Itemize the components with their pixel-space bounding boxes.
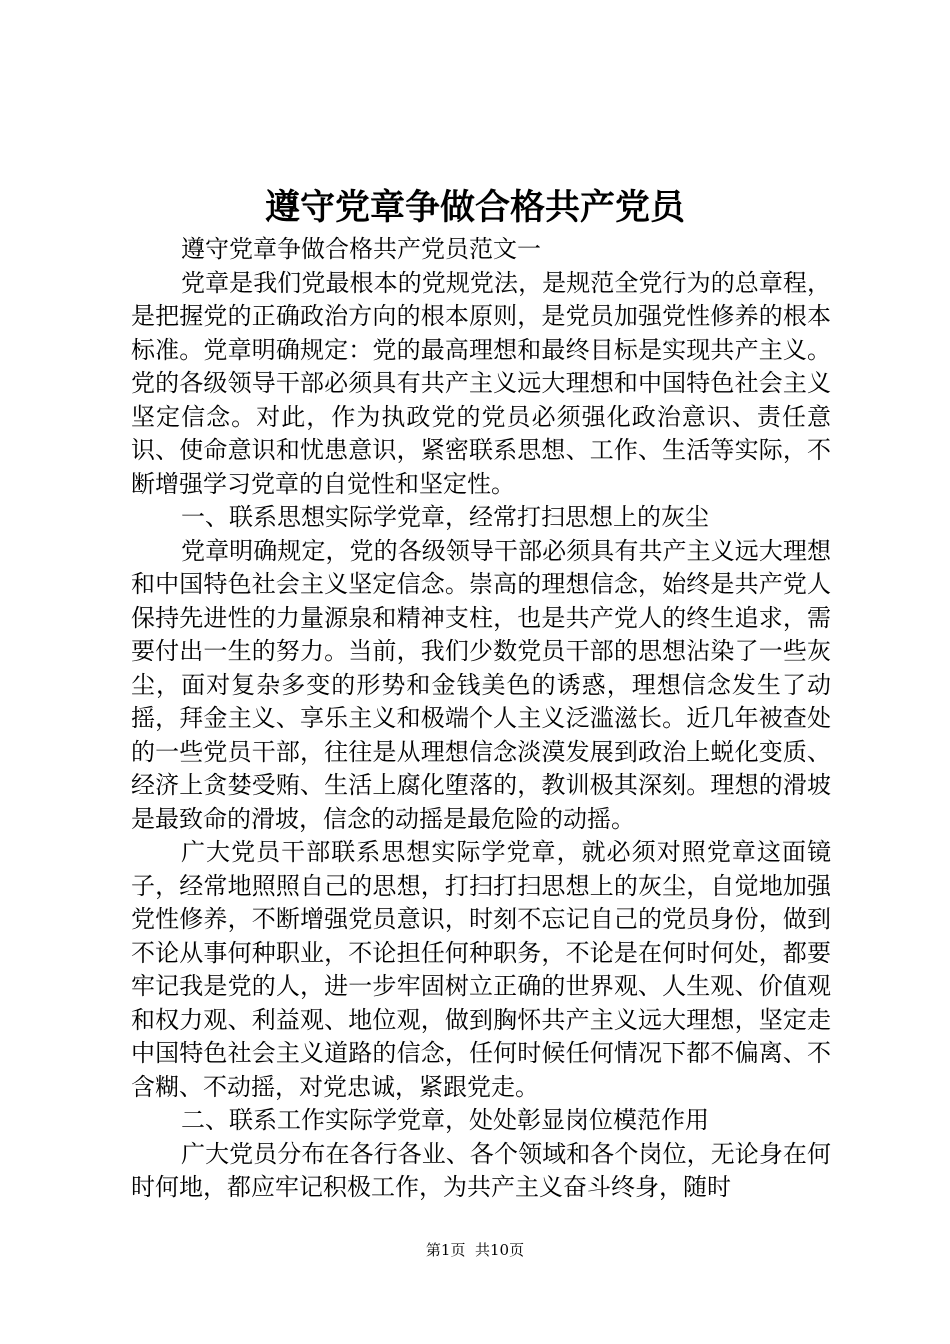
paragraph: 党章明确规定，党的各级领导干部必须具有共产主义远大理想和中国特色社会主义坚定信念。崇高的理想信念，始终是共产党人保持先进性的力量源泉和精神支柱，也是共产党人的终生追求，需要付出一生的努力。当前，我们少数党员干部的思想沾染了一些灰尘，面对复杂多变的形势和金钱美色的诱惑，理想信念发生了动摇，拜金主义、享乐主义和极端个人主义泛滥滋长。近几年被查处的一些党员干部，往往是从理想信念淡漠发展到政治上蜕化变质、经济上贪婪受贿、生活上腐化堕落的，教训极其深刻。理想的滑坡是最致命的滑坡，信念的动摇是最危险的动摇。 (131, 536, 831, 833)
section-heading-2: 二、联系工作实际学党章，处处彰显岗位模范作用 (181, 1106, 709, 1134)
document-title: 遵守党章争做合格共产党员 (264, 187, 685, 228)
document-body (131, 233, 831, 1205)
section-heading-1: 一、联系思想实际学党章，经常打扫思想上的灰尘 (181, 503, 709, 531)
page-footer (0, 1240, 950, 1260)
paragraph: 广大党员干部联系思想实际学党章，就必须对照党章这面镜子，经常地照照自己的思想，打扫打扫思想上的灰尘，自觉地加强党性修养，不断增强党员意识，时刻不忘记自己的党员身份，做到不论从事何种职业，不论担任何种职务，不论是在何时何处，都要牢记我是党的人，进一步牢固树立正确的世界观、人生观、价值观和权力观、利益观、地位观，做到胸怀共产主义远大理想，坚定走中国特色社会主义道路的信念，任何时候任何情况下都不偏离、不含糊、不动摇，对党忠诚，紧跟党走。 (131, 838, 831, 1101)
page-number: 第1页 共10页 (425, 1241, 525, 1259)
paragraph: 广大党员分布在各行各业、各个领域和各个岗位，无论身在何时何地，都应牢记积极工作，为共产主义奋斗终身，随时 (131, 1139, 831, 1201)
paragraph: 党章是我们党最根本的党规党法，是规范全党行为的总章程，是把握党的正确政治方向的根本原则，是党员加强党性修养的根本标准。党章明确规定：党的最高理想和最终目标是实现共产主义。党的各级领导干部必须具有共产主义远大理想和中国特色社会主义坚定信念。对此，作为执政党的党员必须强化政治意识、责任意识、使命意识和忧患意识，紧密联系思想、工作、生活等实际，不断增强学习党章的自觉性和坚定性。 (131, 268, 831, 498)
paragraph-subtitle: 遵守党章争做合格共产党员范文一 (181, 235, 541, 263)
